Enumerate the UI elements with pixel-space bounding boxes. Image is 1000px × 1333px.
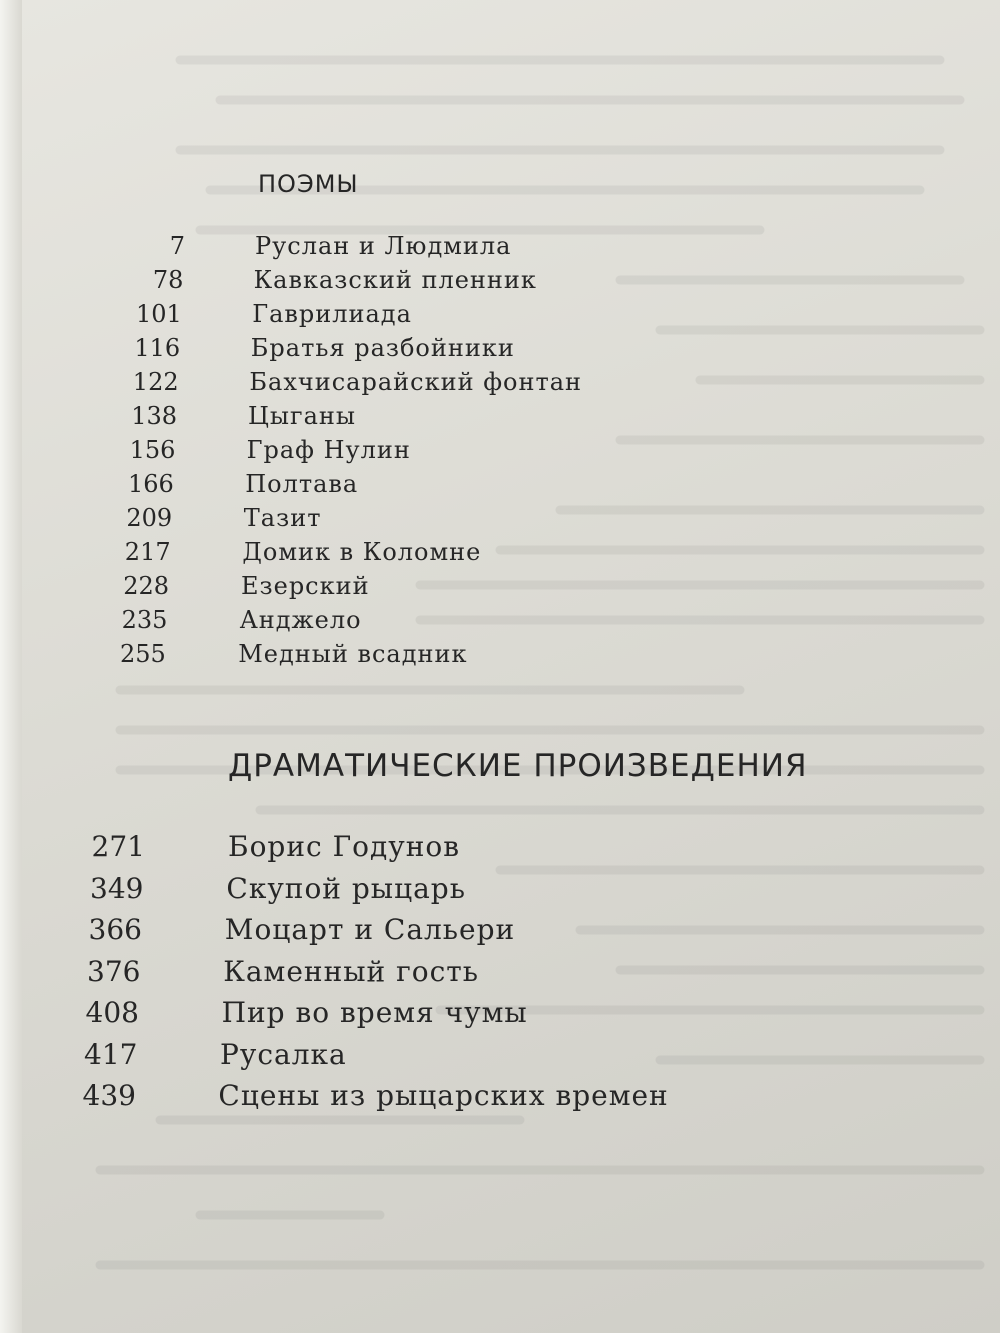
toc-entry <box>0 640 1000 674</box>
toc-page-number: 408 <box>85 996 139 1029</box>
toc-entry <box>0 538 1000 572</box>
toc-page-number: 439 <box>82 1079 136 1112</box>
toc-work-title: Скупой рыцарь <box>226 871 466 905</box>
toc-entry <box>0 1079 1000 1121</box>
toc-page-number: 217 <box>124 538 171 566</box>
toc-work-title: Кавказский пленник <box>253 266 537 294</box>
toc-page-number: 101 <box>136 300 182 328</box>
toc-page-number: 255 <box>120 640 166 668</box>
toc-entry <box>0 504 1000 538</box>
toc-work-title: Гаврилиада <box>252 300 412 328</box>
toc-page-number: 376 <box>87 954 141 988</box>
toc-page-number: 271 <box>91 830 145 863</box>
toc-work-title: Братья разбойники <box>250 334 515 362</box>
toc-page-number: 235 <box>121 606 168 634</box>
toc-entry <box>0 436 1000 470</box>
toc-entry <box>0 368 1000 402</box>
toc-page-number: 417 <box>84 1037 138 1071</box>
toc-work-title: Анджело <box>239 606 362 634</box>
toc-page-number: 156 <box>129 436 176 464</box>
toc-page-number: 122 <box>132 368 179 396</box>
toc-entry <box>0 470 1000 504</box>
toc-work-title: Медный всадник <box>238 640 468 668</box>
toc-entry <box>0 913 1000 955</box>
toc-work-title: Русалка <box>220 1037 347 1071</box>
toc-work-title: Сцены из рыцарских времен <box>218 1079 669 1112</box>
toc-page-number: 7 <box>169 232 185 260</box>
toc-work-title: Бахчисарайский фонтан <box>249 368 583 396</box>
toc-entry <box>0 606 1000 640</box>
toc-page-number: 116 <box>134 334 181 362</box>
toc-entry <box>0 300 1000 334</box>
toc-page-number: 349 <box>90 871 144 905</box>
toc-entry <box>0 1038 1000 1080</box>
toc-entry <box>0 830 1000 872</box>
toc-entry <box>0 955 1000 997</box>
toc-page-number: 138 <box>131 402 177 430</box>
toc-work-title: Тазит <box>243 504 322 532</box>
toc-page-number: 228 <box>123 572 169 600</box>
toc-entry <box>0 996 1000 1038</box>
toc-entry <box>0 872 1000 914</box>
toc-entry <box>0 402 1000 436</box>
toc-entry <box>0 232 1000 266</box>
toc-page-number: 366 <box>88 913 142 946</box>
toc-work-title: Борис Годунов <box>228 830 460 863</box>
toc-entry <box>0 572 1000 606</box>
drama-toc-list <box>0 830 1000 1121</box>
toc-work-title: Граф Нулин <box>246 436 411 464</box>
toc-page-number: 166 <box>128 470 174 498</box>
toc-work-title: Пир во время чумы <box>221 996 528 1029</box>
toc-page-number: 78 <box>152 266 184 294</box>
toc-work-title: Полтава <box>245 470 359 498</box>
toc-work-title: Цыганы <box>248 402 357 430</box>
toc-work-title: Домик в Коломне <box>242 538 482 566</box>
poems-toc-list <box>0 232 1000 674</box>
section-heading-drama: ДРАМАТИЧЕСКИЕ ПРОИЗВЕДЕНИЯ <box>228 748 808 784</box>
toc-entry <box>0 334 1000 368</box>
toc-work-title: Руслан и Людмила <box>255 232 512 260</box>
toc-work-title: Каменный гость <box>223 954 480 988</box>
toc-entry <box>0 266 1000 300</box>
toc-work-title: Моцарт и Сальери <box>224 913 516 946</box>
toc-work-title: Езерский <box>241 572 370 600</box>
toc-page-number: 209 <box>126 504 173 532</box>
section-heading-poems: ПОЭМЫ <box>258 170 359 198</box>
